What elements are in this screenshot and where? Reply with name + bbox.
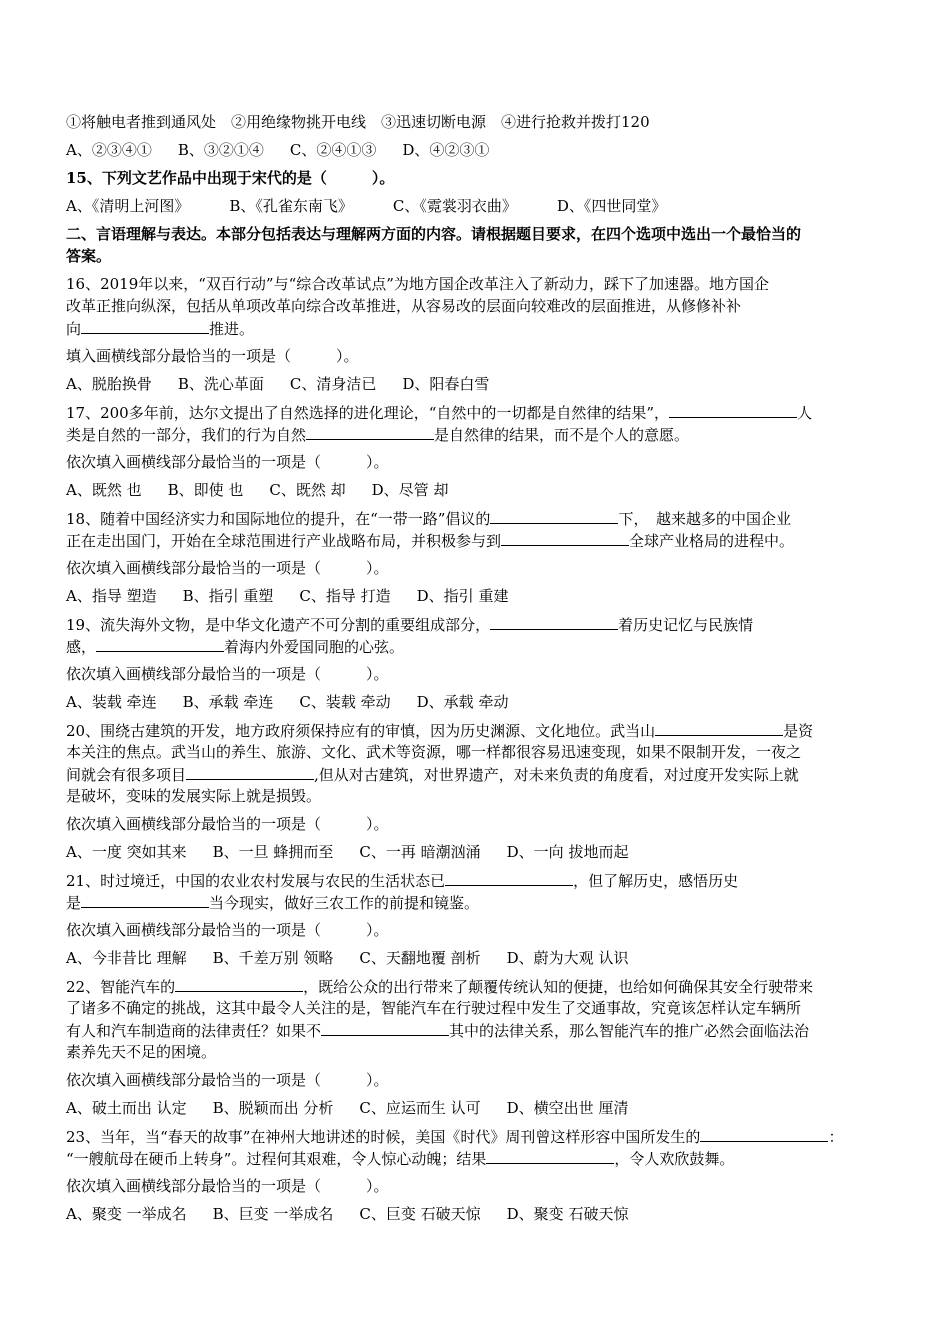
q19-line1 (66, 614, 886, 634)
q20-prompt: 依次填入画横线部分最恰当的一项是（ ）。 (66, 815, 389, 833)
q19-text: 19、流失海外文物，是中华文化遗产不可分割的重要组成部分， (66, 616, 491, 634)
option-a: A、聚变 一举成名 (66, 1205, 187, 1223)
answer-blank[interactable] (186, 764, 314, 780)
q17-options (66, 480, 886, 500)
q21-text: 当今现实，做好三农工作的前提和镜鉴。 (209, 894, 480, 912)
q18-options (66, 586, 886, 606)
answer-blank[interactable] (81, 892, 209, 908)
q15-text: 15、下列文艺作品中出现于宋代的是（ ）。 (66, 169, 395, 187)
q23-line1 (66, 1126, 886, 1146)
option-b: B、承载 牵连 (182, 693, 274, 711)
q22-options (66, 1098, 886, 1118)
q21-options (66, 948, 886, 968)
q16-prompt: 填入画横线部分最恰当的一项是（ ）。 (66, 347, 359, 365)
q20-text: ,但从对古建筑，对世界遗产，对未来负责的角度看，对过度开发实际上就 (314, 766, 799, 784)
q20-line3 (66, 764, 886, 784)
option-b: B、指引 重塑 (182, 587, 274, 605)
section-heading: 二、言语理解与表达。本部分包括表达与理解两方面的内容。请根据题目要求，在四个选项中选出一个最恰当的 (66, 225, 802, 243)
q22-line1 (66, 976, 886, 996)
section-heading-cont: 答案。 (66, 247, 112, 265)
q17-line2 (66, 424, 886, 444)
q18-prompt: 依次填入画横线部分最恰当的一项是（ ）。 (66, 559, 389, 577)
option-c: C、巨变 石破天惊 (359, 1205, 481, 1223)
q17-text: 17、200多年前，达尔文提出了自然选择的进化理论，“自然中的一切都是自然律的结果”， (66, 404, 670, 422)
q18-text: 正在走出国门，开始在全球范围进行产业战略布局，并积极参与到 (66, 532, 502, 550)
option-a: A、破土而出 认定 (66, 1099, 187, 1117)
answer-blank[interactable] (321, 1020, 449, 1036)
q20-options (66, 842, 886, 862)
q14-options (66, 140, 886, 160)
answer-blank[interactable] (486, 1148, 614, 1164)
q23-options (66, 1204, 886, 1224)
q16-line3 (66, 318, 886, 338)
answer-blank[interactable] (501, 530, 629, 546)
q15-options (66, 196, 886, 216)
q19-text: 感， (66, 638, 97, 656)
q21-line2 (66, 892, 886, 912)
answer-blank[interactable] (81, 318, 209, 334)
q20-text: 是资 (783, 722, 814, 740)
q23-text: ，令人欢欣鼓舞。 (614, 1150, 735, 1168)
q17-text: 类是自然的一部分，我们的行为自然 (66, 426, 307, 444)
option-d: D、指引 重建 (416, 587, 509, 605)
option-d: D、④②③① (402, 141, 490, 159)
option-b: B、脱颖而出 分析 (212, 1099, 334, 1117)
option-b: B、洗心革面 (177, 375, 264, 393)
q19-options (66, 692, 886, 712)
option-b: B、巨变 一举成名 (212, 1205, 334, 1223)
answer-blank[interactable] (306, 424, 434, 440)
answer-blank[interactable] (445, 870, 573, 886)
option-c: C、②④①③ (289, 141, 377, 159)
q16-text: 推进。 (209, 320, 255, 338)
q20-line4: 是破坏，变味的发展实际上就是损毁。 (66, 787, 322, 805)
q23-text: “一艘航母在硬币上转身”。过程何其艰难，令人惊心动魄；结果 (66, 1150, 487, 1168)
option-d: D、横空出世 厘清 (506, 1099, 629, 1117)
q15-stem (66, 168, 886, 188)
q22-prompt: 依次填入画横线部分最恰当的一项是（ ）。 (66, 1071, 389, 1089)
option-d: D、《四世同堂》 (556, 197, 667, 215)
option-a: A、脱胎换骨 (66, 375, 152, 393)
q22-line2: 了诸多不确定的挑战，这其中最令人关注的是，智能汽车在行驶过程中发生了交通事故，究竟该怎样认定车辆所 (66, 999, 802, 1017)
q21-text: 是 (66, 894, 82, 912)
q18-text: 下， 越来越多的中国企业 (618, 510, 791, 528)
q19-text: 着历史记忆与民族情 (618, 616, 754, 634)
q22-line4: 素养先天不足的困境。 (66, 1043, 217, 1061)
option-a: A、今非昔比 理解 (66, 949, 187, 967)
option-d: D、承载 牵动 (416, 693, 509, 711)
option-b: B、③②①④ (177, 141, 264, 159)
q21-prompt: 依次填入画横线部分最恰当的一项是（ ）。 (66, 921, 389, 939)
answer-blank[interactable] (655, 720, 783, 736)
q17-text: 是自然律的结果，而不是个人的意愿。 (434, 426, 690, 444)
q18-line2 (66, 530, 886, 550)
option-b: B、《孔雀东南飞》 (229, 197, 353, 215)
option-d: D、蔚为大观 认识 (506, 949, 629, 967)
option-a: A、装载 牵连 (66, 693, 157, 711)
q22-text: ，既给公众的出行带来了颠覆传统认知的便捷，也给如何确保其安全行驶带来 (303, 978, 814, 996)
q18-line1 (66, 508, 886, 528)
q23-prompt: 依次填入画横线部分最恰当的一项是（ ）。 (66, 1177, 389, 1195)
option-c: C、一再 暗潮汹涌 (359, 843, 481, 861)
option-c: C、装载 牵动 (299, 693, 391, 711)
q22-text: 22、智能汽车的 (66, 978, 176, 996)
answer-blank[interactable] (700, 1126, 828, 1142)
q20-text: 间就会有很多项目 (66, 766, 187, 784)
option-d: D、聚变 石破天惊 (506, 1205, 629, 1223)
q23-text: 23、当年，当“春天的故事”在神州大地讲述的时候，美国《时代》周刊曾这样形容中国所发生的 (66, 1128, 701, 1146)
option-d: D、尽管 却 (371, 481, 449, 499)
option-d: D、阳春白雪 (402, 375, 490, 393)
option-c: C、应运而生 认可 (359, 1099, 481, 1117)
q21-line1 (66, 870, 886, 890)
q20-line1 (66, 720, 886, 740)
q22-text: 有人和汽车制造商的法律责任？如果不 (66, 1022, 322, 1040)
option-d: D、一向 拔地而起 (506, 843, 629, 861)
q17-prompt: 依次填入画横线部分最恰当的一项是（ ）。 (66, 453, 389, 471)
answer-blank[interactable] (175, 976, 303, 992)
q19-line2 (66, 636, 886, 656)
option-c: C、清身洁已 (289, 375, 377, 393)
q16-line1: 16、2019年以来，“双百行动”与“综合改革试点”为地方国企改革注入了新动力，踩下了加速器。地方国企 (66, 275, 769, 293)
q21-text: ，但了解历史，感悟历史 (573, 872, 739, 890)
exam-page (66, 112, 886, 1224)
option-a: A、②③④① (66, 141, 152, 159)
answer-blank[interactable] (96, 636, 224, 652)
option-a: A、一度 突如其来 (66, 843, 187, 861)
q23-line2 (66, 1148, 886, 1168)
option-c: C、既然 却 (269, 481, 346, 499)
q17-text: 人 (797, 404, 813, 422)
q22-text: 其中的法律关系，那么智能汽车的推广必然会面临法治 (449, 1022, 810, 1040)
q16-options (66, 374, 886, 394)
q19-prompt: 依次填入画横线部分最恰当的一项是（ ）。 (66, 665, 389, 683)
answer-blank[interactable] (490, 614, 618, 630)
q18-text: 全球产业格局的进程中。 (629, 532, 795, 550)
option-b: B、千差万别 领略 (212, 949, 334, 967)
option-a: A、《清明上河图》 (66, 197, 190, 215)
option-c: C、《霓裳羽衣曲》 (392, 197, 517, 215)
option-a: A、指导 塑造 (66, 587, 157, 605)
option-c: C、指导 打造 (299, 587, 391, 605)
q18-text: 18、随着中国经济实力和国际地位的提升，在“一带一路”倡议的 (66, 510, 491, 528)
q19-text: 着海内外爱国同胞的心弦。 (224, 638, 405, 656)
option-b: B、一旦 蜂拥而至 (212, 843, 334, 861)
option-c: C、天翻地覆 剖析 (359, 949, 481, 967)
q16-text: 向 (66, 320, 82, 338)
answer-blank[interactable] (490, 508, 618, 524)
option-b: B、即使 也 (167, 481, 244, 499)
q23-text: ： (828, 1128, 844, 1146)
q17-line1 (66, 402, 886, 422)
q14-steps: ①将触电者推到通风处 ②用绝缘物挑开电线 ③迅速切断电源 ④进行抢救并拨打120 (66, 113, 650, 131)
q16-line2: 改革正推向纵深，包括从单项改革向综合改革推进，从容易改的层面向较难改的层面推进，从修修补补 (66, 297, 742, 315)
option-a: A、既然 也 (66, 481, 142, 499)
answer-blank[interactable] (669, 402, 797, 418)
q22-line3 (66, 1020, 886, 1040)
q20-line2: 本关注的焦点。武当山的养生、旅游、文化、武术等资源，哪一样都很容易迅速变现，如果不限制开发，一夜之 (66, 743, 802, 761)
q20-text: 20、围绕古建筑的开发，地方政府须保持应有的审慎，因为历史渊源、文化地位。武当山 (66, 722, 656, 740)
q21-text: 21、时过境迁，中国的农业农村发展与农民的生活状态已 (66, 872, 446, 890)
